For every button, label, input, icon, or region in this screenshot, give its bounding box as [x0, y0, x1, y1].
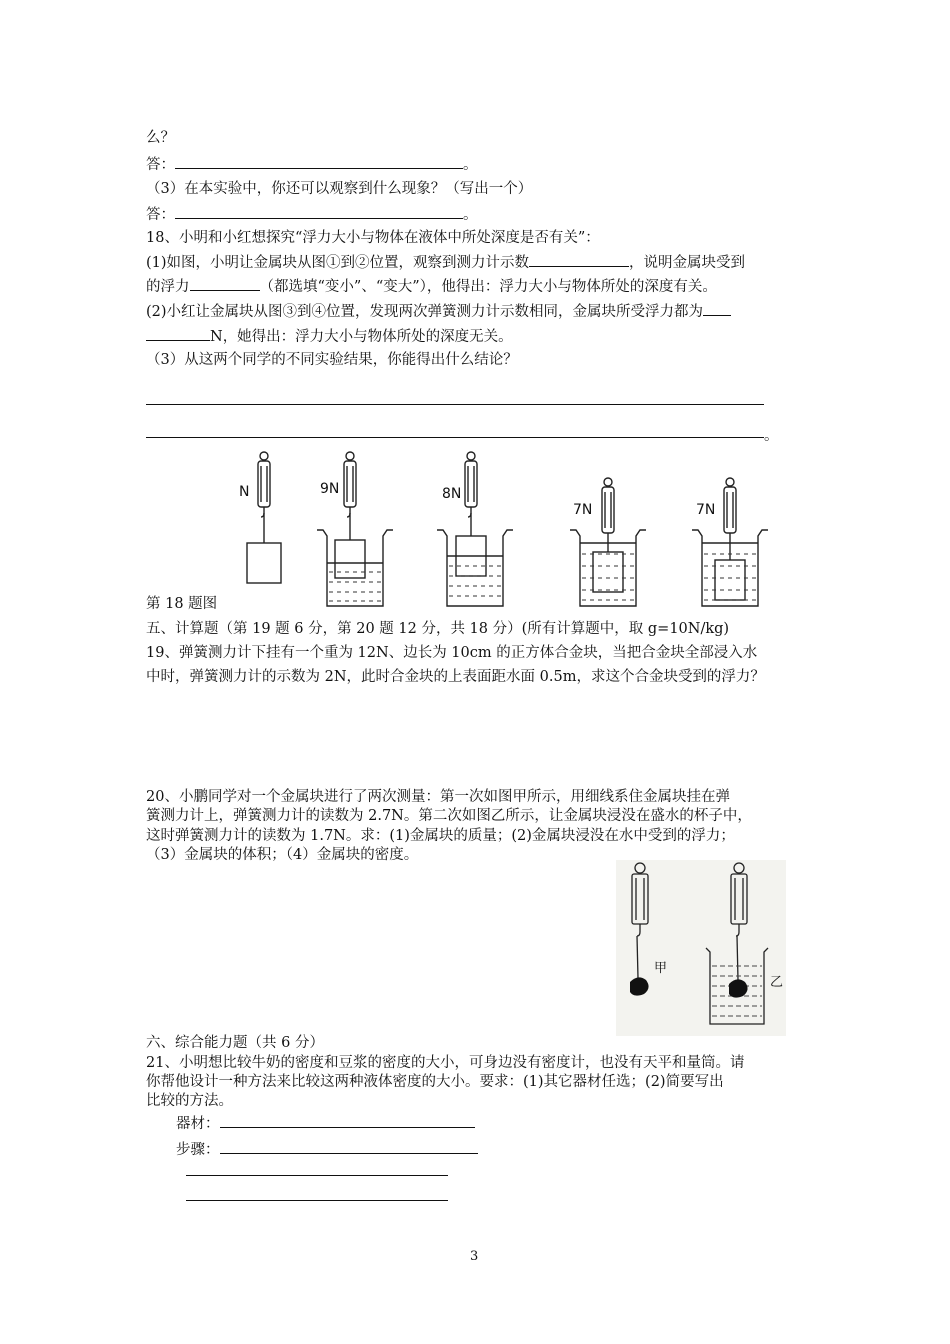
scale-label-5: 7N: [696, 502, 716, 518]
question-18-intro: 18、小明和小红想探究“浮力大小与物体在液体中所处深度是否有关”：: [146, 230, 600, 246]
answer-blank[interactable]: [703, 301, 731, 316]
answer-blank[interactable]: [146, 326, 210, 341]
question-20-cont: 簧测力计上，弹簧测力计的读数为 2.7N。第二次如图乙所示，让金属块浸没在盛水的杯子中，: [146, 808, 752, 824]
figure-20: [616, 860, 786, 1036]
materials-line: 器材：: [176, 1113, 475, 1134]
answer-rule[interactable]: [186, 1200, 448, 1201]
spring-scale-5: [692, 478, 768, 606]
question-20-cont: （3）金属块的体积；（4）金属块的密度。: [146, 847, 419, 863]
answer-blank[interactable]: [220, 1139, 478, 1154]
question-19-cont: 中时，弹簧测力计的示数为 2N，此时合金块的上表面距水面 0.5m，求这个合金块受到的浮力？: [146, 669, 765, 685]
spring-scale-2: [317, 452, 393, 606]
question-18-1-cont: 的浮力 （都选填“变小”、“变大”），他得出：浮力大小与物体所处的深度有关。: [146, 276, 717, 297]
question-18-1: (1)如图，小明让金属块从图①到②位置，观察到测力计示数 ，说明金属块受到: [146, 252, 745, 273]
spring-scale-3: [437, 452, 513, 606]
answer-line: 答： 。: [146, 154, 478, 175]
spring-scale-4: [570, 478, 646, 606]
question-20: 20、小鹏同学对一个金属块进行了两次测量：第一次如图甲所示，用细线系住金属块挂在弹: [146, 789, 730, 805]
section-6-title: 六、综合能力题（共 6 分）: [146, 1035, 324, 1051]
figure-18: [225, 448, 775, 610]
question-19: 19、弹簧测力计下挂有一个重为 12N、边长为 10cm 的正方体合金块，当把合金块全部浸入水: [146, 645, 758, 661]
label-yi: 乙: [770, 975, 784, 990]
question-21-cont: 你帮他设计一种方法来比较这两种液体密度的大小。要求：(1)其它器材任选；(2)简要写出: [146, 1074, 724, 1090]
spring-scale-1: [247, 452, 281, 583]
question-17-3: （3）在本实验中，你还可以观察到什么现象？（写出一个）: [146, 181, 533, 197]
period: 。: [764, 428, 779, 444]
answer-blank[interactable]: [175, 204, 463, 219]
question-18-2: (2)小红让金属块从图③到④位置，发现两次弹簧测力计示数相同，金属块所受浮力都为: [146, 301, 731, 322]
question-20-cont: 这时弹簧测力计的读数为 1.7N。求：(1)金属块的质量；(2)金属块浸没在水中受到的浮力；: [146, 828, 735, 844]
scale-label-1: N: [239, 484, 250, 500]
steps-line: 步骤：: [176, 1139, 478, 1160]
answer-rule[interactable]: [146, 404, 764, 405]
question-21: 21、小明想比较牛奶的密度和豆浆的密度的大小，可身边没有密度计，也没有天平和量筒。请: [146, 1055, 745, 1071]
answer-rule[interactable]: [186, 1175, 448, 1176]
page-number: 3: [470, 1249, 479, 1264]
label-jia: 甲: [654, 961, 668, 976]
question-18-3: （3）从这两个同学的不同实验结果，你能得出什么结论？: [146, 352, 518, 368]
scale-label-2: 9N: [320, 481, 340, 497]
section-5-title: 五、计算题（第 19 题 6 分，第 20 题 12 分，共 18 分）(所有计算题中，取 g=10N/kg): [146, 621, 730, 637]
answer-blank[interactable]: [529, 252, 629, 267]
question-21-cont: 比较的方法。: [146, 1093, 233, 1109]
figure-18-caption: 第 18 题图: [146, 596, 218, 612]
scale-label-3: 8N: [442, 486, 462, 502]
answer-line: 答： 。: [146, 204, 478, 225]
answer-rule[interactable]: [146, 437, 764, 438]
answer-blank[interactable]: [175, 154, 463, 169]
text-line: 么？: [146, 130, 175, 146]
scale-label-4: 7N: [573, 502, 593, 518]
answer-blank[interactable]: [220, 1113, 475, 1128]
answer-blank[interactable]: [190, 276, 260, 291]
question-18-2-cont: N，她得出：浮力大小与物体所处的深度无关。: [146, 326, 513, 347]
